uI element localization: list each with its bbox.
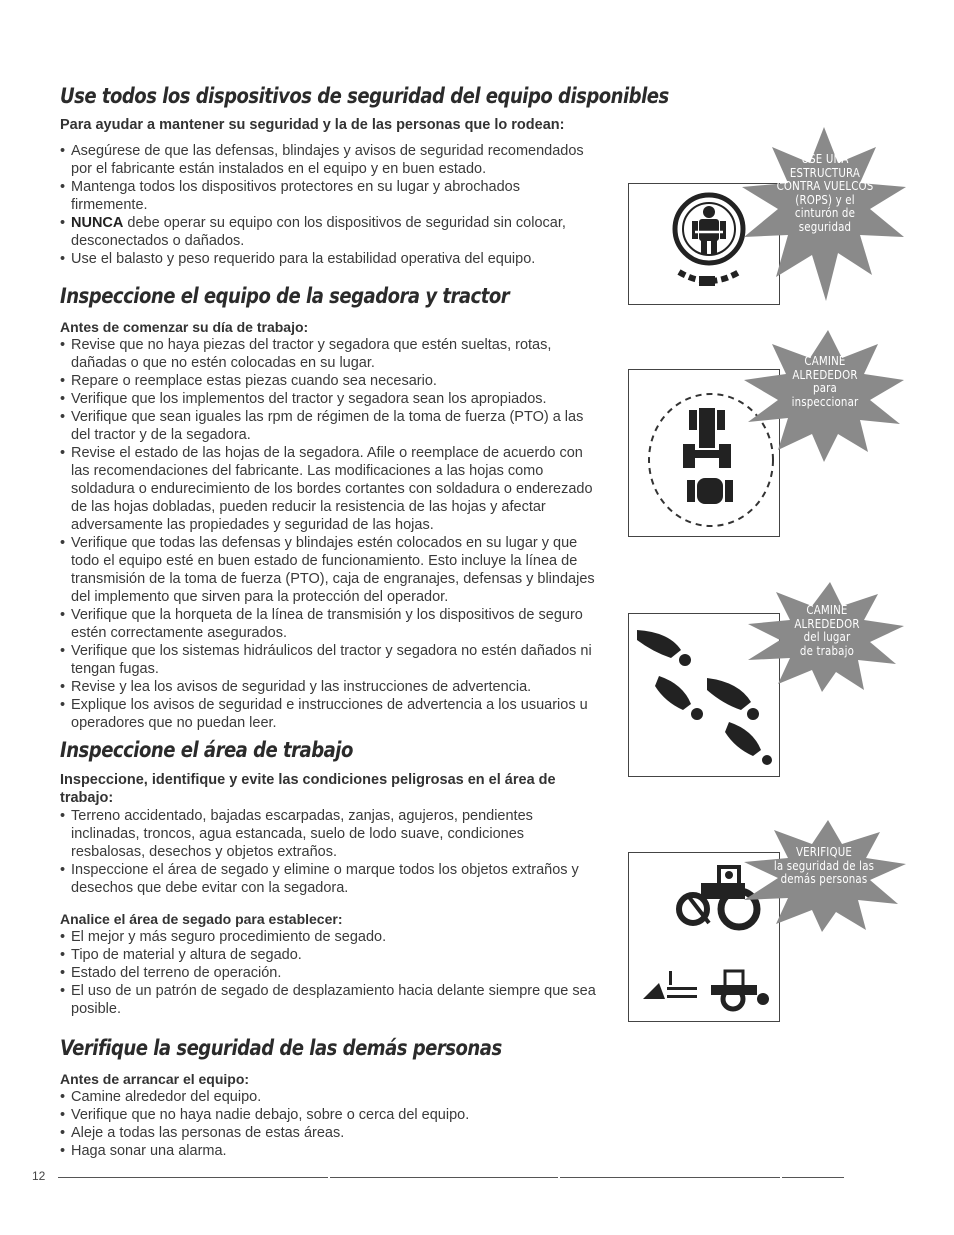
callout-line: del lugar bbox=[803, 629, 851, 644]
section-verify-others bbox=[60, 1036, 600, 1160]
section-inspect-equipment bbox=[60, 284, 600, 732]
list-item: • Revise y lea los avisos de seguridad y las instrucciones de advertencia. bbox=[60, 678, 600, 696]
callout-line: USE UNA bbox=[801, 151, 849, 166]
footer-rule bbox=[782, 1177, 844, 1178]
list-item: • Use el balasto y peso requerido para la estabilidad operativa del equipo. bbox=[60, 250, 600, 268]
section-lead: Antes de comenzar su día de trabajo: bbox=[60, 319, 309, 335]
callout-line: CAMINE bbox=[806, 602, 848, 617]
bullet-list bbox=[60, 1088, 600, 1160]
section-title: Verifique la seguridad de las demás personas bbox=[60, 1036, 502, 1060]
section-sublead: Analice el área de segado para establecer: bbox=[60, 911, 343, 927]
callout-line: cinturón de bbox=[794, 205, 856, 220]
callout-line: CAMINE bbox=[804, 353, 846, 368]
section-lead: Para ayudar a mantener su seguridad y la de las personas que lo rodean: bbox=[60, 117, 565, 133]
list-item: • Verifique que no haya nadie debajo, sobre o cerca del equipo. bbox=[60, 1106, 600, 1124]
callout-line: ESTRUCTURA bbox=[789, 164, 861, 180]
verify-people-callout-text bbox=[758, 845, 889, 886]
list-item: • Tipo de material y altura de segado. bbox=[60, 946, 600, 964]
list-item: • Verifique que los sistemas hidráulicos del tractor y segadora no estén dañados ni tengan fugas. bbox=[60, 642, 600, 678]
list-item: • Verifique que la horqueta de la línea de transmisión y los dispositivos de seguro estén correctamente asegurados. bbox=[60, 606, 600, 642]
footer-rule bbox=[560, 1177, 780, 1178]
section-lead: Inspeccione, identifique y evite las condiciones peligrosas en el área de trabajo: bbox=[60, 772, 556, 806]
footer-rule bbox=[330, 1177, 558, 1178]
list-item: • Verifique que sean iguales las rpm de régimen de la toma de fuerza (PTO) a las del tractor y de la segadora. bbox=[60, 408, 600, 444]
list-item: • Explique los avisos de seguridad e instrucciones de advertencia a los usuarios u operadores que no puedan leer. bbox=[60, 696, 600, 732]
list-item: • Camine alrededor del equipo. bbox=[60, 1088, 600, 1106]
callout-line: VERIFIQUE bbox=[795, 844, 853, 859]
list-item: • Inspeccione el área de segado y elimine o marque todos los objetos extraños y desechos que debe evitar con la segadora. bbox=[60, 861, 600, 897]
walk-site-callout-text bbox=[766, 603, 889, 657]
list-item-text: operar su equipo con los dispositivos de seguridad sin colocar, desconectados o dañados. bbox=[71, 215, 566, 249]
section-lead: Antes de arrancar el equipo: bbox=[60, 1071, 250, 1087]
walk-around-callout-text bbox=[764, 354, 887, 408]
callout-line: para bbox=[813, 380, 837, 395]
bullet-list bbox=[60, 142, 600, 268]
list-item: • Mantenga todos los dispositivos protectores en su lugar y abrochados firmemente. bbox=[60, 178, 600, 214]
callout-line: inspeccionar bbox=[791, 393, 859, 409]
list-item: • Terreno accidentado, bajadas escarpadas, zanjas, agujeros, pendientes inclinadas, troncos, agua estancada, suelo de lodo suave, condiciones resbalosas, desechos y objetos extraños. bbox=[60, 807, 600, 861]
callout-line: ALREDEDOR bbox=[794, 615, 860, 631]
callout-line: (ROPS) y el bbox=[795, 191, 855, 207]
list-item: • Verifique que los implementos del tractor y segadora sean los apropiados. bbox=[60, 390, 600, 408]
list-item: • Repare o reemplace estas piezas cuando sea necesario. bbox=[60, 372, 600, 390]
section-title: Inspeccione el equipo de la segadora y tractor bbox=[60, 284, 510, 308]
debe-text: debe bbox=[127, 215, 160, 231]
nunca-emphasis: NUNCA bbox=[71, 215, 124, 231]
list-item: • Haga sonar una alarma. bbox=[60, 1142, 600, 1160]
list-item: • Verifique que todas las defensas y blindajes estén colocados en su lugar y que todo el equipo esté en buen estado de funcionamiento. Esto incluye la línea de transmisión de la toma de fuerza (PTO), caja de engranajes, defensas y blindajes del implemento que sirven para la protección del operador. bbox=[60, 534, 600, 606]
callout-line: CONTRA VUELCOS bbox=[776, 178, 874, 193]
callout-line: seguridad bbox=[798, 218, 852, 234]
list-item: • Revise el estado de las hojas de la segadora. Afile o reemplace de acuerdo con las recomendaciones del fabricante. Las modificaciones a las hojas como soldadura o endurecimiento de los bordes cortantes con soldadura o enderezado de las hojas dobladas, pueden reducir la resistencia de las hojas y afectar adversamente las propiedades y seguridad de las hojas. bbox=[60, 444, 600, 534]
callout-line: ALREDEDOR bbox=[792, 366, 858, 382]
section-title: Use todos los dispositivos de seguridad del equipo disponibles bbox=[60, 84, 669, 108]
callout-line: la seguridad de las bbox=[773, 857, 875, 873]
list-item: • Asegúrese de que las defensas, blindajes y avisos de seguridad recomendados por el fabricante están instalados en el equipo y en buen estado. bbox=[60, 142, 600, 178]
bullet-list bbox=[60, 336, 600, 732]
page-number: 12 bbox=[32, 1169, 46, 1183]
bullet-list bbox=[60, 807, 600, 897]
footer-rule bbox=[58, 1177, 328, 1178]
rops-callout-text bbox=[759, 152, 890, 233]
list-item bbox=[60, 214, 600, 250]
list-item: • El mejor y más seguro procedimiento de segado. bbox=[60, 928, 600, 946]
callout-line: de trabajo bbox=[799, 642, 855, 658]
list-item: • Estado del terreno de operación. bbox=[60, 964, 600, 982]
section-safety-devices bbox=[60, 84, 669, 268]
section-title: Inspeccione el área de trabajo bbox=[60, 738, 353, 762]
list-item: • Aleje a todas las personas de estas áreas. bbox=[60, 1124, 600, 1142]
list-item: • Revise que no haya piezas del tractor y segadora que estén sueltas, rotas, dañadas o que no estén colocadas en su lugar. bbox=[60, 336, 600, 372]
section-inspect-work-area bbox=[60, 738, 600, 1018]
bullet-list bbox=[60, 928, 600, 1018]
list-item: • El uso de un patrón de segado de desplazamiento hacia delante siempre que sea posible. bbox=[60, 982, 600, 1018]
callout-line: demás personas bbox=[780, 871, 868, 886]
